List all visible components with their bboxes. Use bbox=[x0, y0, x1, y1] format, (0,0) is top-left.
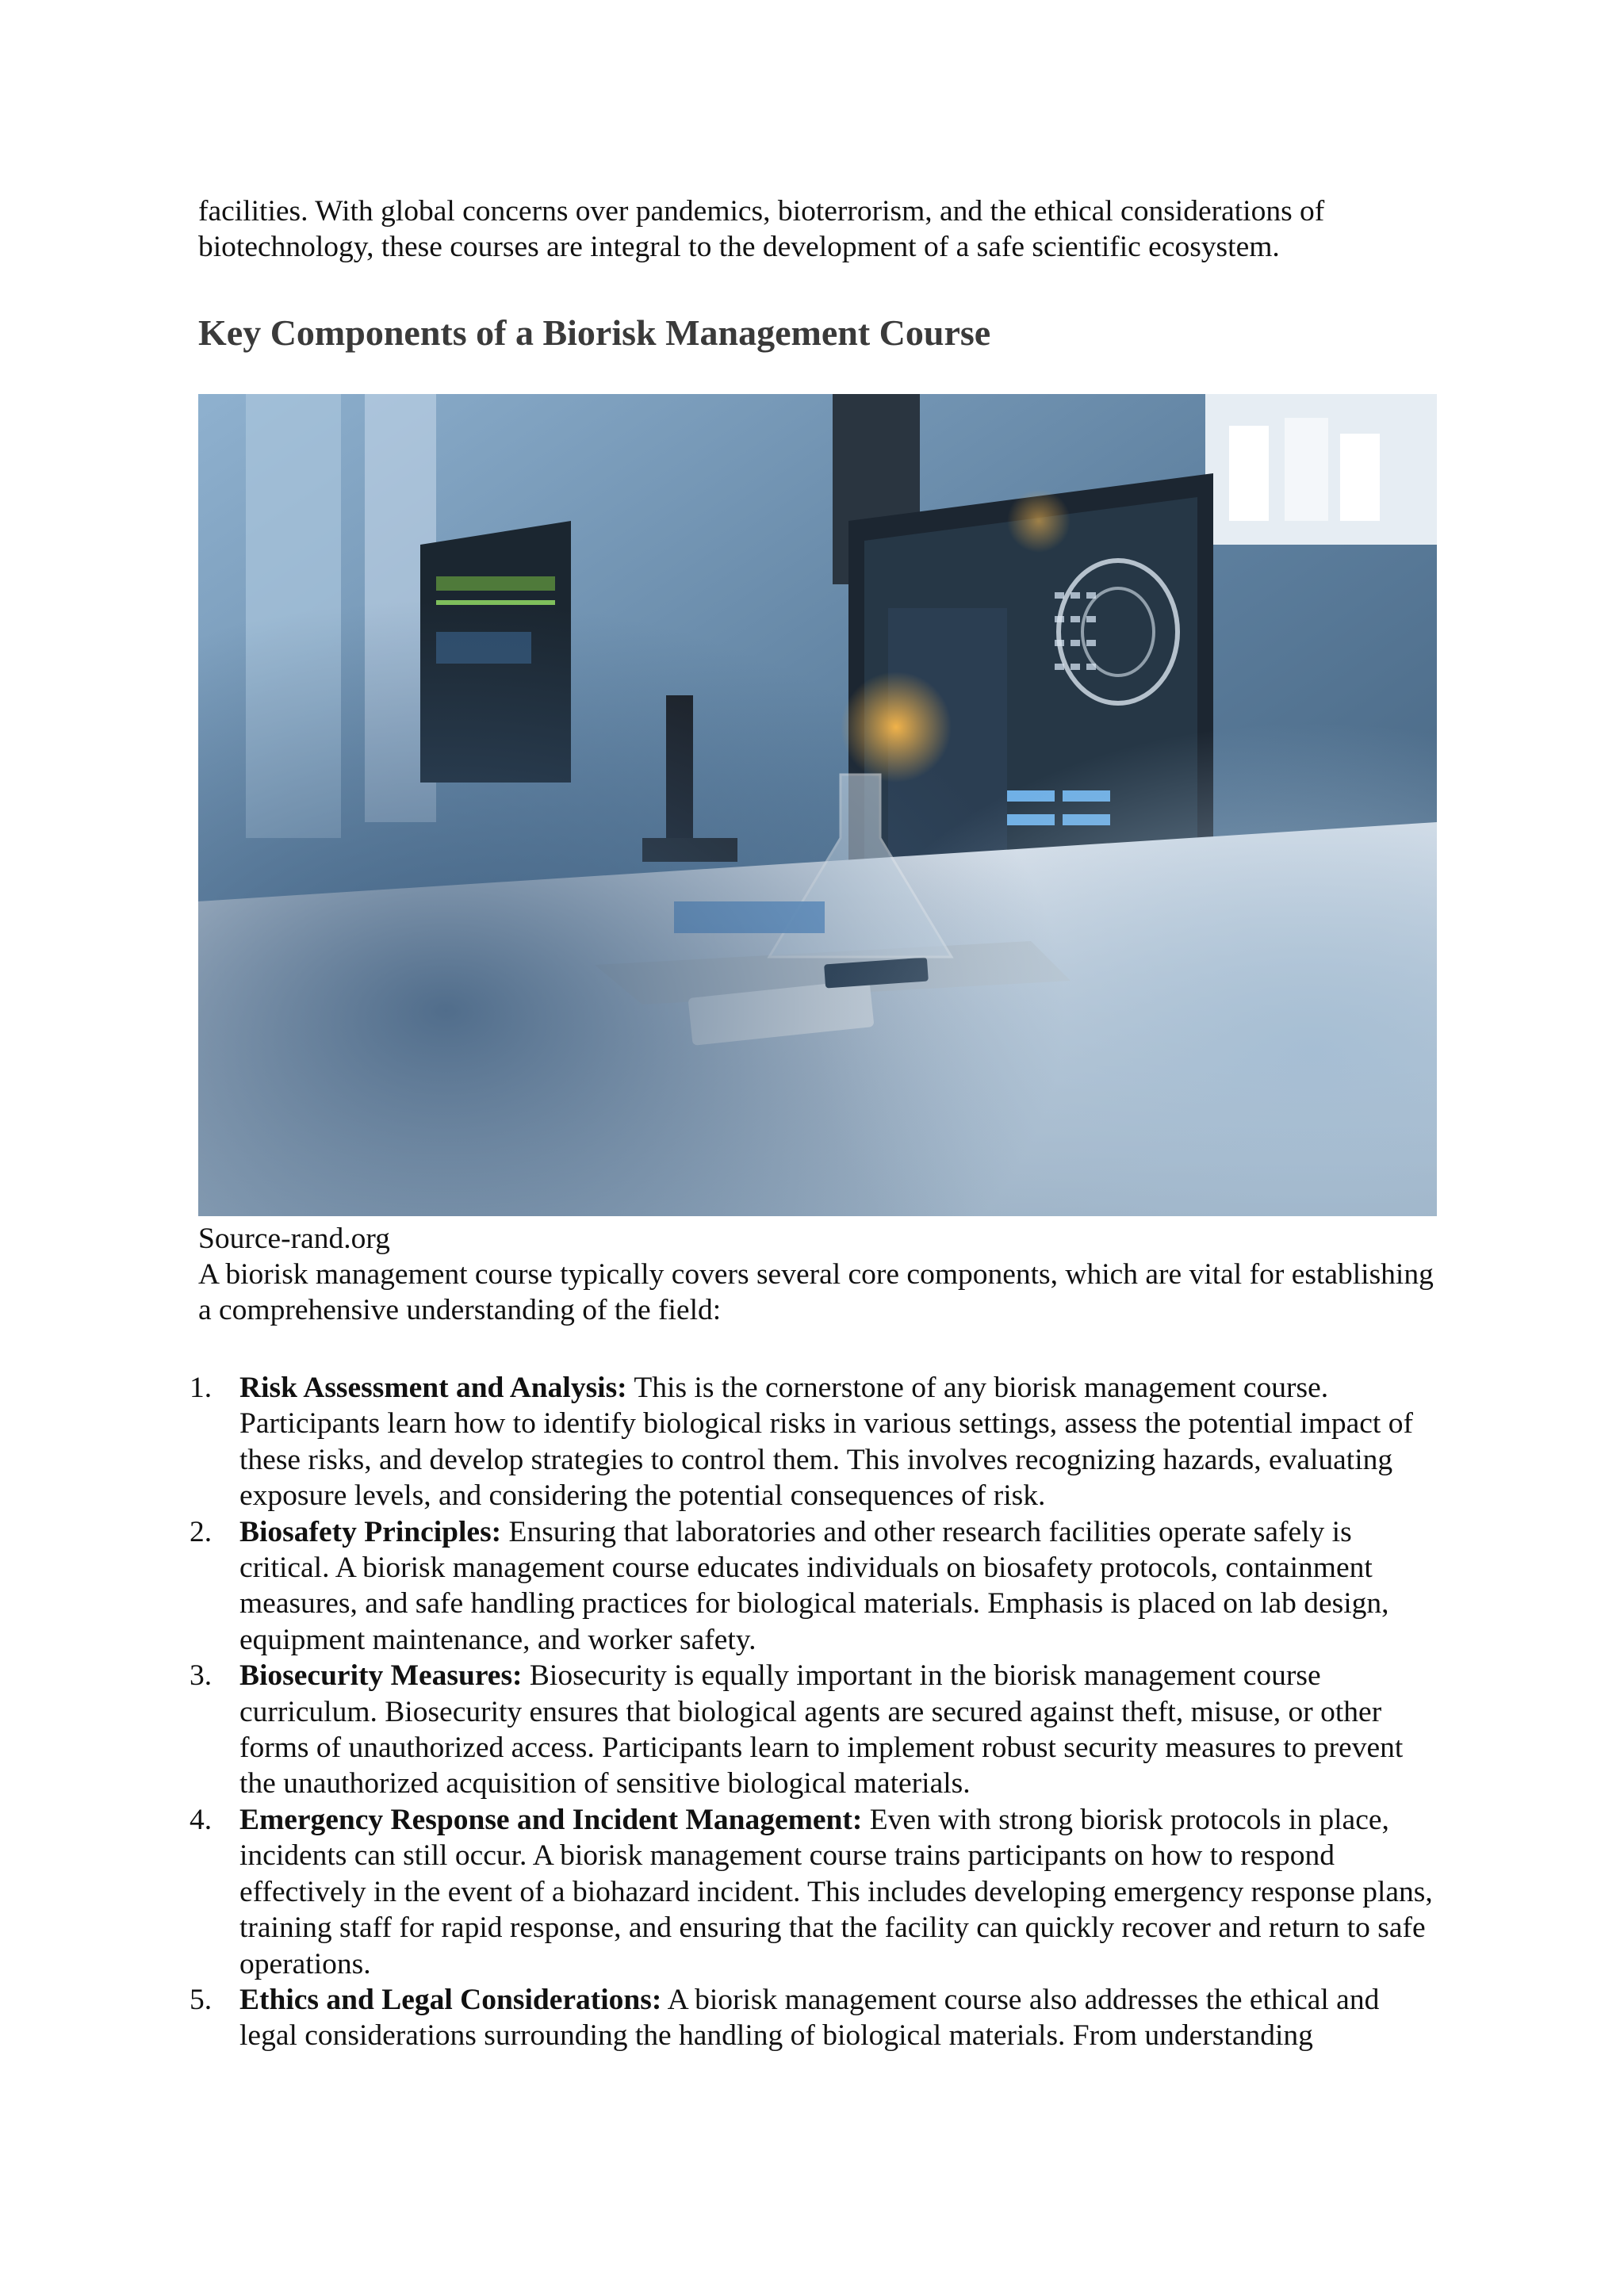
list-number: 2. bbox=[190, 1515, 213, 1548]
list-item bbox=[190, 1658, 1443, 1802]
item-title: Biosecurity Measures: bbox=[239, 1659, 523, 1693]
section-heading: Key Components of a Biorisk Management Course bbox=[198, 312, 991, 353]
item-title: Ethics and Legal Considerations: bbox=[239, 1983, 662, 2016]
components-list bbox=[190, 1370, 1443, 2054]
intro-paragraph: facilities. With global concerns over pandemics, bioterrorism, and the ethical considerations of biotechnology, these courses are integral to the development of a safe scientific ecosystem. bbox=[198, 195, 1325, 264]
list-number: 5. bbox=[190, 1983, 213, 2016]
list-item bbox=[190, 1370, 1443, 1514]
item-title: Biosafety Principles: bbox=[239, 1515, 502, 1548]
item-text: Biosecurity is equally important in the biorisk management course curriculum. Biosecurity ensures that biological agents are secured against theft, misuse, or other forms of unauthorized access. Participants learn to implement robust security measures to prevent the unauthorized acquisition of sensitive biological materials. bbox=[239, 1659, 1404, 1800]
list-number: 4. bbox=[190, 1803, 213, 1836]
list-number: 3. bbox=[190, 1659, 213, 1693]
item-title: Risk Assessment and Analysis: bbox=[239, 1372, 627, 1404]
list-item bbox=[190, 1514, 1443, 1659]
list-number: 1. bbox=[190, 1372, 213, 1404]
lab-photo bbox=[198, 394, 1437, 1216]
item-text: This is the cornerstone of any biorisk management course. Participants learn how to identify biological risks in various settings, assess the potential impact of these risks, and develop strategies to control them. This involves recognizing hazards, evaluating exposure levels, and considering the potential consequences of risk. bbox=[239, 1372, 1413, 1513]
item-text: Ensuring that laboratories and other research facilities operate safely is critical. A biorisk management course educates individuals on biosafety protocols, containment measures, and safe handling practices for biological materials. Emphasis is placed on lab design, equipment maintenance, and worker safety. bbox=[239, 1515, 1389, 1656]
list-item bbox=[190, 1982, 1443, 2054]
list-item bbox=[190, 1802, 1443, 1982]
item-text: A biorisk management course also addresses the ethical and legal considerations surrounding the handling of biological materials. From understanding bbox=[239, 1983, 1380, 2053]
lead-paragraph: A biorisk management course typically covers several core components, which are vital for establishing a comprehensive understanding of the field: bbox=[198, 1258, 1434, 1327]
image-caption: Source-rand.org bbox=[198, 1223, 390, 1255]
item-text: Even with strong biorisk protocols in place, incidents can still occur. A biorisk management course trains participants on how to respond effectively in the event of a biohazard incident. This includes developing emergency response plans, training staff for rapid response, and ensuring that the facility can quickly recover and return to safe operations. bbox=[239, 1803, 1433, 1980]
item-title: Emergency Response and Incident Management: bbox=[239, 1803, 863, 1836]
